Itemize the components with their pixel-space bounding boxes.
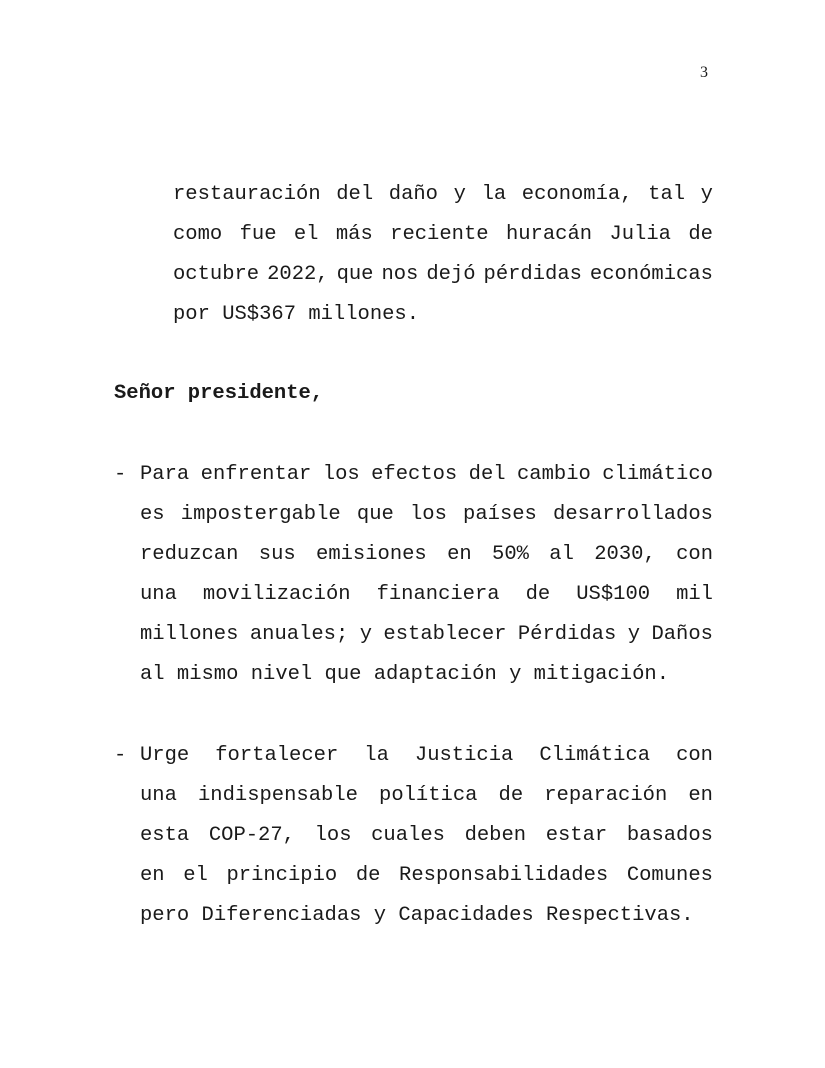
section-heading: Señor presidente, bbox=[114, 382, 324, 405]
word: pero bbox=[140, 904, 190, 927]
word: Diferenciadas bbox=[201, 904, 362, 927]
word: nivel bbox=[250, 663, 313, 686]
text-line bbox=[140, 821, 713, 851]
word: los bbox=[409, 503, 447, 526]
word: y bbox=[359, 623, 372, 646]
word: una bbox=[140, 784, 177, 807]
word: de bbox=[498, 784, 524, 807]
text-line bbox=[140, 901, 713, 931]
word: países bbox=[463, 503, 537, 526]
word: enfrentar bbox=[200, 463, 312, 486]
word: desarrollados bbox=[553, 503, 713, 526]
text-line bbox=[173, 220, 713, 250]
word: una bbox=[140, 583, 177, 606]
text-line bbox=[173, 300, 713, 330]
word: daño bbox=[388, 183, 438, 206]
word: del bbox=[336, 183, 374, 206]
page-number: 3 bbox=[700, 64, 708, 81]
word: reparación bbox=[544, 784, 668, 807]
word: climático bbox=[602, 463, 713, 486]
text-line bbox=[140, 781, 713, 811]
word: el bbox=[183, 864, 208, 887]
word: indispensable bbox=[198, 784, 358, 807]
word: y bbox=[627, 623, 641, 646]
word: deben bbox=[464, 824, 527, 847]
word: Justicia bbox=[414, 744, 514, 767]
word: movilización bbox=[202, 583, 351, 606]
bullet-marker: - bbox=[114, 463, 127, 486]
word: Urge bbox=[140, 744, 190, 767]
word: octubre bbox=[173, 263, 260, 286]
word: el bbox=[293, 223, 319, 246]
word: adaptación bbox=[373, 663, 497, 686]
word: Respectivas. bbox=[545, 904, 694, 927]
word: de bbox=[525, 583, 551, 606]
text-line bbox=[173, 260, 713, 290]
word: 2022, bbox=[267, 263, 329, 286]
word: emisiones bbox=[316, 543, 427, 566]
word: economía, bbox=[521, 183, 633, 206]
word: Julia bbox=[609, 223, 671, 246]
word: de bbox=[688, 223, 713, 246]
word: financiera bbox=[376, 583, 500, 606]
word: Responsabilidades bbox=[399, 864, 609, 887]
word: restauración bbox=[173, 183, 321, 206]
word: fortalecer bbox=[215, 744, 339, 767]
word: fue bbox=[239, 223, 277, 246]
word: los bbox=[322, 463, 360, 486]
word: de bbox=[355, 864, 381, 887]
word: más bbox=[335, 223, 373, 246]
word: mitigación. bbox=[533, 663, 669, 686]
word: que bbox=[336, 263, 374, 286]
word: huracán bbox=[505, 223, 593, 246]
word: millones. bbox=[308, 303, 420, 326]
word: económicas bbox=[589, 263, 713, 286]
word: anuales; bbox=[249, 623, 349, 646]
word: y bbox=[453, 183, 466, 206]
word: nos bbox=[381, 263, 419, 286]
text-line bbox=[140, 861, 713, 891]
word: por bbox=[173, 303, 210, 326]
text-line bbox=[140, 741, 713, 771]
word: sus bbox=[258, 543, 296, 566]
word: al bbox=[549, 543, 574, 566]
text-line bbox=[140, 660, 713, 690]
word: estar bbox=[545, 824, 608, 847]
word: Capacidades bbox=[398, 904, 534, 927]
word: Climática bbox=[539, 744, 651, 767]
word: y bbox=[509, 663, 522, 686]
word: con bbox=[676, 543, 713, 566]
word: es bbox=[140, 503, 165, 526]
word: dejó bbox=[426, 263, 476, 286]
word: principio bbox=[226, 864, 338, 887]
word: y bbox=[373, 904, 387, 927]
word: US$367 bbox=[222, 303, 297, 326]
word: los bbox=[314, 824, 352, 847]
word: COP-27, bbox=[208, 824, 295, 847]
word: la bbox=[481, 183, 507, 206]
word: y bbox=[700, 183, 713, 206]
word: reduzcan bbox=[140, 543, 239, 566]
word: basados bbox=[626, 824, 713, 847]
word: del bbox=[468, 463, 506, 486]
word: en bbox=[140, 864, 165, 887]
word: millones bbox=[140, 623, 239, 646]
word: cambio bbox=[516, 463, 591, 486]
text-line bbox=[140, 620, 713, 650]
word: como bbox=[173, 223, 223, 246]
word: Para bbox=[140, 463, 190, 486]
bullet-marker: - bbox=[114, 744, 127, 767]
text-line bbox=[173, 180, 713, 210]
word: Daños bbox=[651, 623, 713, 646]
word: que bbox=[356, 503, 394, 526]
word: establecer bbox=[383, 623, 507, 646]
text-line bbox=[140, 580, 713, 610]
word: al bbox=[140, 663, 165, 686]
word: en bbox=[688, 784, 713, 807]
word: en bbox=[447, 543, 472, 566]
word: la bbox=[364, 744, 389, 767]
word: con bbox=[676, 744, 713, 767]
word: 2030, bbox=[594, 543, 656, 566]
word: cuales bbox=[371, 824, 445, 847]
word: esta bbox=[140, 824, 190, 847]
word: US$100 bbox=[576, 583, 651, 606]
word: mismo bbox=[176, 663, 239, 686]
word: Pérdidas bbox=[517, 623, 617, 646]
word: tal bbox=[648, 183, 686, 206]
text-line bbox=[140, 540, 713, 570]
word: 50% bbox=[492, 543, 529, 566]
word: política bbox=[379, 784, 478, 807]
word: mil bbox=[676, 583, 713, 606]
word: impostergable bbox=[180, 503, 341, 526]
text-line bbox=[140, 500, 713, 530]
word: efectos bbox=[371, 463, 458, 486]
word: Comunes bbox=[626, 864, 713, 887]
word: pérdidas bbox=[483, 263, 582, 286]
word: reciente bbox=[390, 223, 489, 246]
word: que bbox=[324, 663, 362, 686]
text-line bbox=[140, 460, 713, 490]
